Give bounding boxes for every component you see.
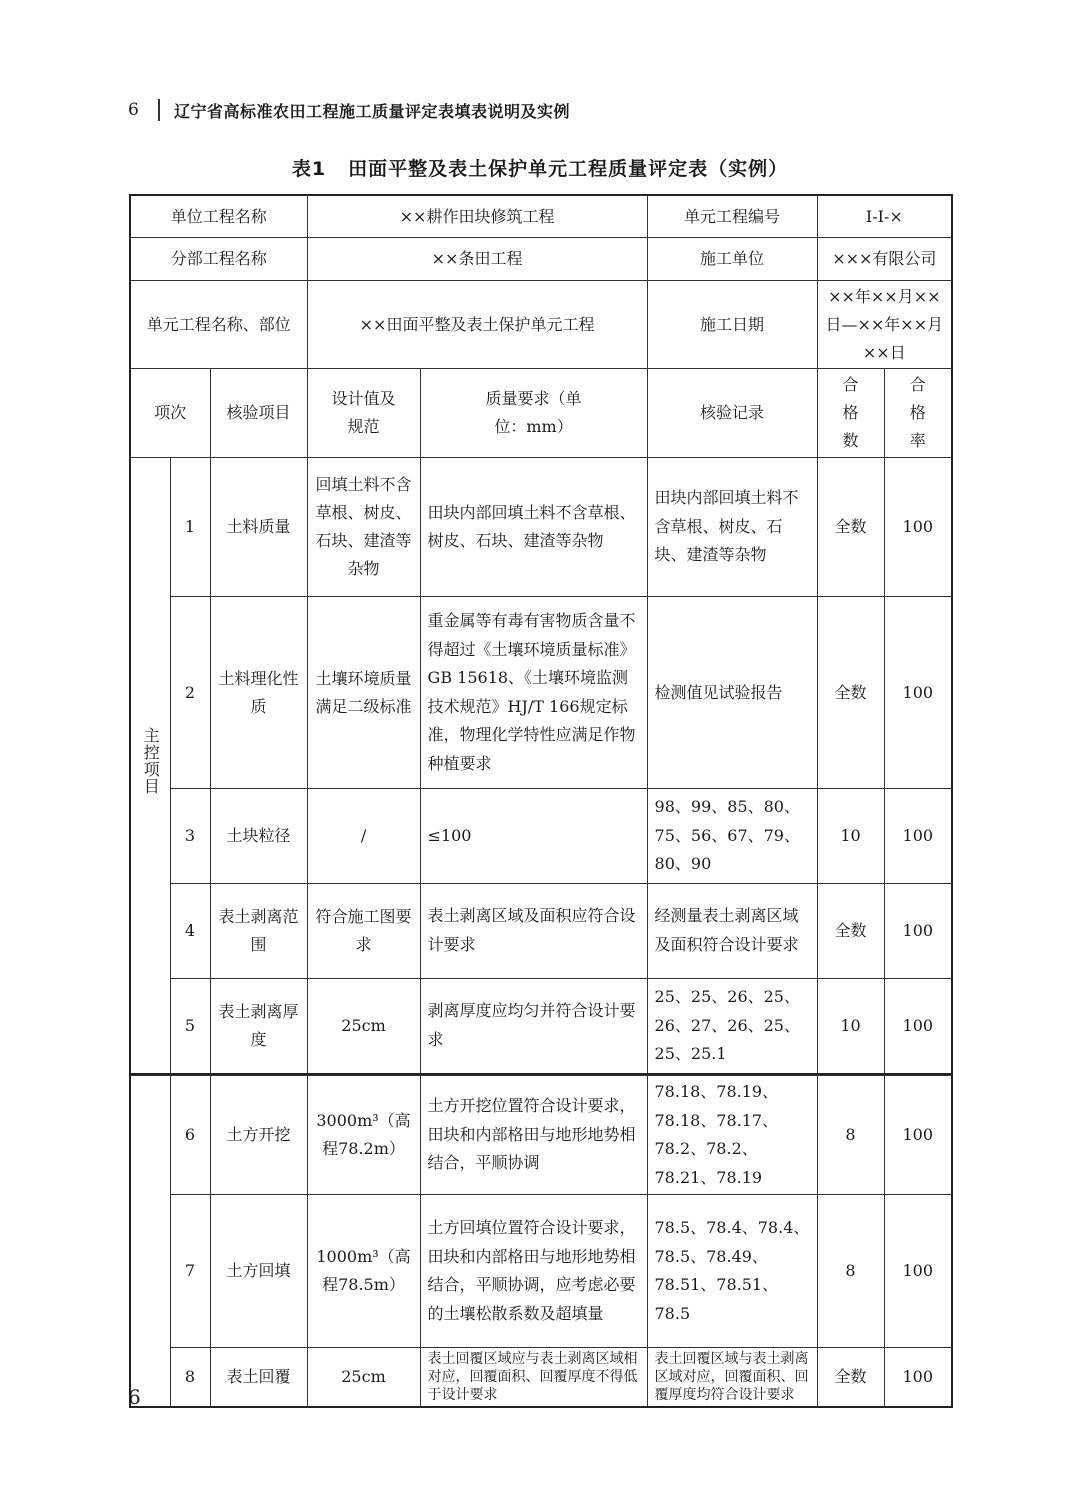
row-check-item: 土料理化性质 bbox=[210, 597, 307, 789]
unit-project-name-label: 单位工程名称 bbox=[130, 195, 307, 238]
element-name-value: ××田面平整及表土保护单元工程 bbox=[307, 280, 647, 369]
row-requirement: 剥离厚度应均匀并符合设计要求 bbox=[420, 978, 647, 1074]
col-requirement: 质量要求（单位：mm） bbox=[420, 369, 647, 458]
row-check-item: 土料质量 bbox=[210, 457, 307, 597]
col-record: 核验记录 bbox=[647, 369, 817, 458]
row-no: 8 bbox=[170, 1348, 210, 1408]
table-title-text: 田面平整及表土保护单元工程质量评定表（实例） bbox=[348, 158, 789, 180]
row-check-item: 土方开挖 bbox=[210, 1076, 307, 1195]
row-no: 6 bbox=[170, 1076, 210, 1195]
row-rate: 100 bbox=[884, 1348, 952, 1408]
info-row-sub-project bbox=[130, 238, 952, 281]
row-requirement: 表土回覆区域应与表土剥离区域相对应，回覆面积、回覆厚度不得低于设计要求 bbox=[420, 1348, 647, 1408]
row-design: / bbox=[307, 789, 420, 884]
row-record: 田块内部回填土料不含草根、树皮、石块、建渣等杂物 bbox=[647, 457, 817, 597]
table-row bbox=[130, 1195, 952, 1348]
row-requirement: 土方回填位置符合设计要求，田块和内部格田与地形地势相结合，平顺协调，应考虑必要的土壤松散系数及超填量 bbox=[420, 1195, 647, 1348]
group-label-cell bbox=[130, 457, 170, 1074]
table-row bbox=[130, 597, 952, 789]
row-record: 25、25、26、25、26、27、26、25、25、25.1 bbox=[647, 978, 817, 1074]
row-no: 4 bbox=[170, 883, 210, 978]
construction-date-value: ××年××月××日—××年××月××日 bbox=[817, 280, 952, 369]
running-header bbox=[128, 98, 570, 122]
row-count: 8 bbox=[817, 1195, 884, 1348]
table-number: 表1 bbox=[291, 158, 327, 180]
col-design: 设计值及规范 bbox=[307, 369, 420, 458]
element-code-label: 单元工程编号 bbox=[647, 195, 817, 238]
header-separator bbox=[158, 99, 160, 121]
row-requirement: 表土剥离区域及面积应符合设计要求 bbox=[420, 883, 647, 978]
row-rate: 100 bbox=[884, 1076, 952, 1195]
info-row-unit-project bbox=[130, 195, 952, 238]
row-count: 全数 bbox=[817, 597, 884, 789]
row-check-item: 土方回填 bbox=[210, 1195, 307, 1348]
row-check-item: 表土剥离范围 bbox=[210, 883, 307, 978]
row-rate: 100 bbox=[884, 789, 952, 884]
table-row bbox=[130, 1076, 952, 1195]
row-count: 8 bbox=[817, 1076, 884, 1195]
table-row bbox=[130, 789, 952, 884]
row-check-item: 表土回覆 bbox=[210, 1348, 307, 1408]
book-title: 辽宁省高标准农田工程施工质量评定表填表说明及实例 bbox=[174, 101, 571, 121]
row-requirement: 重金属等有毒有害物质含量不得超过《土壤环境质量标准》GB 15618、《土壤环境监测技术规范》HJ/T 166规定标准，物理化学特性应满足作物种植要求 bbox=[420, 597, 647, 789]
table-title bbox=[0, 154, 1080, 181]
row-requirement: 土方开挖位置符合设计要求，田块和内部格田与地形地势相结合，平顺协调 bbox=[420, 1076, 647, 1195]
col-qualified-rate: 合格率 bbox=[884, 369, 952, 458]
row-no: 3 bbox=[170, 789, 210, 884]
element-name-label: 单元工程名称、部位 bbox=[130, 280, 307, 369]
row-no: 7 bbox=[170, 1195, 210, 1348]
row-rate: 100 bbox=[884, 597, 952, 789]
row-record: 检测值见试验报告 bbox=[647, 597, 817, 789]
row-rate: 100 bbox=[884, 883, 952, 978]
footer-page-number: 6 bbox=[128, 1385, 141, 1409]
row-count: 10 bbox=[817, 978, 884, 1074]
row-record: 表土回覆区域与表土剥离区域对应，回覆面积、回覆厚度均符合设计要求 bbox=[647, 1348, 817, 1408]
row-design: 土壤环境质量满足二级标准 bbox=[307, 597, 420, 789]
row-no: 5 bbox=[170, 978, 210, 1074]
table-row bbox=[130, 1348, 952, 1408]
table-row bbox=[130, 883, 952, 978]
row-check-item: 土块粒径 bbox=[210, 789, 307, 884]
row-design: 25cm bbox=[307, 1348, 420, 1408]
column-header-row bbox=[130, 369, 952, 458]
row-record: 经测量表土剥离区域及面积符合设计要求 bbox=[647, 883, 817, 978]
row-record: 98、99、85、80、75、56、67、79、80、90 bbox=[647, 789, 817, 884]
row-design: 符合施工图要求 bbox=[307, 883, 420, 978]
row-count: 全数 bbox=[817, 1348, 884, 1408]
row-record: 78.18、78.19、78.18、78.17、78.2、78.2、78.21、78.19 bbox=[647, 1076, 817, 1195]
row-count: 全数 bbox=[817, 883, 884, 978]
row-record: 78.5、78.4、78.4、78.5、78.49、78.51、78.51、78.5 bbox=[647, 1195, 817, 1348]
contractor-value: ×××有限公司 bbox=[817, 238, 952, 281]
table-row bbox=[130, 978, 952, 1074]
row-design: 1000m³（高程78.5m） bbox=[307, 1195, 420, 1348]
quality-evaluation-table bbox=[129, 194, 953, 1075]
row-count: 10 bbox=[817, 789, 884, 884]
element-code-value: Ⅰ-Ⅰ-× bbox=[817, 195, 952, 238]
contractor-label: 施工单位 bbox=[647, 238, 817, 281]
info-row-element bbox=[130, 280, 952, 369]
row-rate: 100 bbox=[884, 457, 952, 597]
row-design: 3000m³（高程78.2m） bbox=[307, 1076, 420, 1195]
group-label-cell-continued bbox=[130, 1076, 170, 1408]
construction-date-label: 施工日期 bbox=[647, 280, 817, 369]
table-row bbox=[130, 457, 952, 597]
row-check-item: 表土剥离厚度 bbox=[210, 978, 307, 1074]
group-label: 主控项目 bbox=[141, 726, 161, 795]
row-design: 回填土料不含草根、树皮、石块、建渣等杂物 bbox=[307, 457, 420, 597]
row-rate: 100 bbox=[884, 978, 952, 1074]
header-page-number: 6 bbox=[128, 100, 139, 120]
row-count: 全数 bbox=[817, 457, 884, 597]
col-item-no: 项次 bbox=[130, 369, 210, 458]
unit-project-name-value: ××耕作田块修筑工程 bbox=[307, 195, 647, 238]
row-no: 1 bbox=[170, 457, 210, 597]
row-no: 2 bbox=[170, 597, 210, 789]
row-requirement: 田块内部回填土料不含草根、树皮、石块、建渣等杂物 bbox=[420, 457, 647, 597]
row-requirement: ≤100 bbox=[420, 789, 647, 884]
sub-project-name-label: 分部工程名称 bbox=[130, 238, 307, 281]
sub-project-name-value: ××条田工程 bbox=[307, 238, 647, 281]
col-qualified-count: 合格数 bbox=[817, 369, 884, 458]
row-design: 25cm bbox=[307, 978, 420, 1074]
quality-evaluation-table-continued bbox=[129, 1075, 953, 1408]
row-rate: 100 bbox=[884, 1195, 952, 1348]
col-check-item: 核验项目 bbox=[210, 369, 307, 458]
